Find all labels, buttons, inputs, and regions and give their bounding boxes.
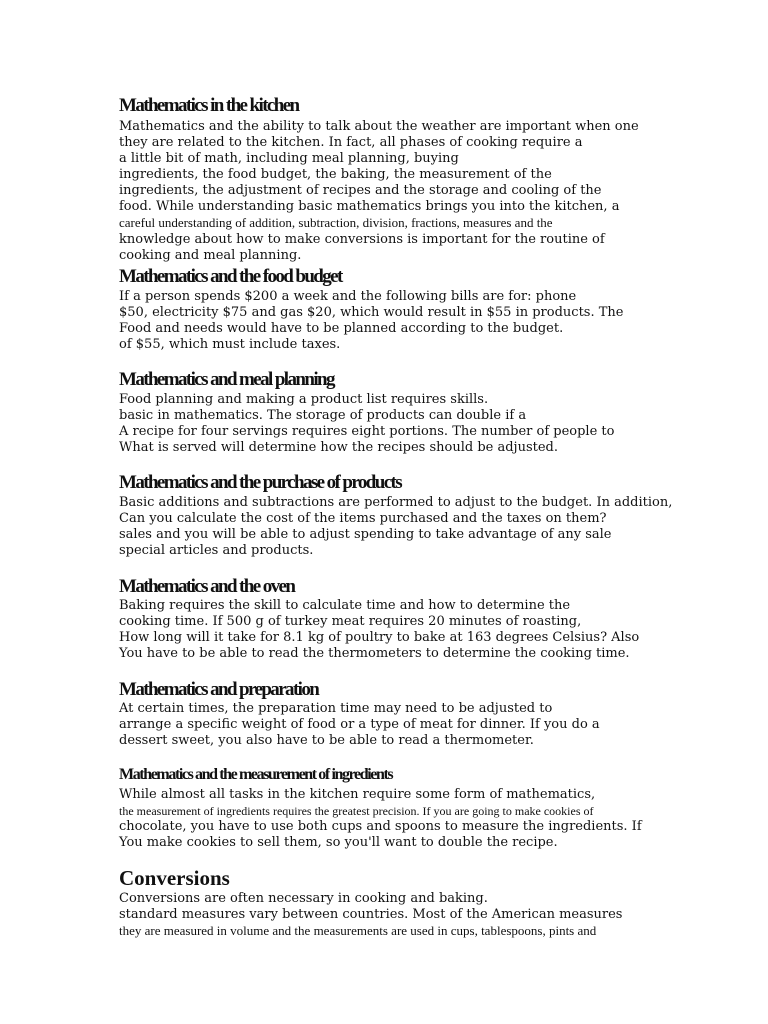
paragraph-line: Can you calculate the cost of the items purchased and the taxes on them? [119,511,607,526]
paragraph-line: arrange a specific weight of food or a type of meat for dinner. If you do a [119,717,600,732]
section-heading: Mathematics and the food budget [119,266,342,287]
section-heading: Mathematics and the oven [119,576,295,597]
paragraph-line: standard measures vary between countries. Most of the American measures [119,907,623,922]
paragraph-line: a little bit of math, including meal planning, buying [119,151,459,166]
paragraph-line: cooking time. If 500 g of turkey meat requires 20 minutes of roasting, [119,614,582,629]
paragraph-line: While almost all tasks in the kitchen require some form of mathematics, [119,787,596,802]
paragraph-line: cooking and meal planning. [119,248,302,263]
paragraph-line: careful understanding of addition, subtraction, division, fractions, measures and the [119,215,553,230]
paragraph-line: Food and needs would have to be planned according to the budget. [119,321,564,336]
section-heading: Conversions [119,866,230,890]
paragraph-line: basic in mathematics. The storage of products can double if a [119,408,527,423]
section-heading: Mathematics and meal planning [119,369,334,390]
paragraph-line: Conversions are often necessary in cooking and baking. [119,891,488,906]
paragraph-line: Baking requires the skill to calculate time and how to determine the [119,598,571,613]
paragraph-line: ingredients, the adjustment of recipes and the storage and cooling of the [119,183,602,198]
section-heading: Mathematics in the kitchen [119,95,299,116]
paragraph-line: Basic additions and subtractions are performed to adjust to the budget. In addition, [119,495,673,510]
paragraph-line: chocolate, you have to use both cups and spoons to measure the ingredients. If [119,819,642,834]
paragraph-line: of $55, which must include taxes. [119,337,341,352]
paragraph-line: they are related to the kitchen. In fact, all phases of cooking require a [119,135,583,150]
paragraph-line: Mathematics and the ability to talk about the weather are important when one [119,119,639,134]
section-heading: Mathematics and the purchase of products [119,472,402,493]
paragraph-line: knowledge about how to make conversions is important for the routine of [119,232,605,247]
paragraph-line: $50, electricity $75 and gas $20, which would result in $55 in products. The [119,305,624,320]
paragraph-line: food. While understanding basic mathematics brings you into the kitchen, a [119,199,620,214]
paragraph-line: What is served will determine how the recipes should be adjusted. [119,440,559,455]
paragraph-line: Food planning and making a product list requires skills. [119,392,489,407]
paragraph-line: How long will it take for 8.1 kg of poultry to bake at 163 degrees Celsius? Also [119,630,640,645]
paragraph-line: special articles and products. [119,543,314,558]
paragraph-line: You make cookies to sell them, so you'll want to double the recipe. [119,835,558,850]
paragraph-line: they are measured in volume and the measurements are used in cups, tablespoons, pints and [119,923,597,938]
paragraph-line: the measurement of ingredients requires the greatest precision. If you are going to make cookies of [119,804,594,818]
section-heading: Mathematics and preparation [119,679,319,700]
paragraph-line: A recipe for four servings requires eight portions. The number of people to [119,424,615,439]
paragraph-line: dessert sweet, you also have to be able to read a thermometer. [119,733,534,748]
paragraph-line: sales and you will be able to adjust spending to take advantage of any sale [119,527,612,542]
paragraph-line: At certain times, the preparation time may need to be adjusted to [119,701,553,716]
paragraph-line: You have to be able to read the thermometers to determine the cooking time. [119,646,630,661]
section-heading: Mathematics and the measurement of ingredients [119,766,393,783]
paragraph-line: If a person spends $200 a week and the following bills are for: phone [119,289,577,304]
paragraph-line: ingredients, the food budget, the baking, the measurement of the [119,167,552,182]
